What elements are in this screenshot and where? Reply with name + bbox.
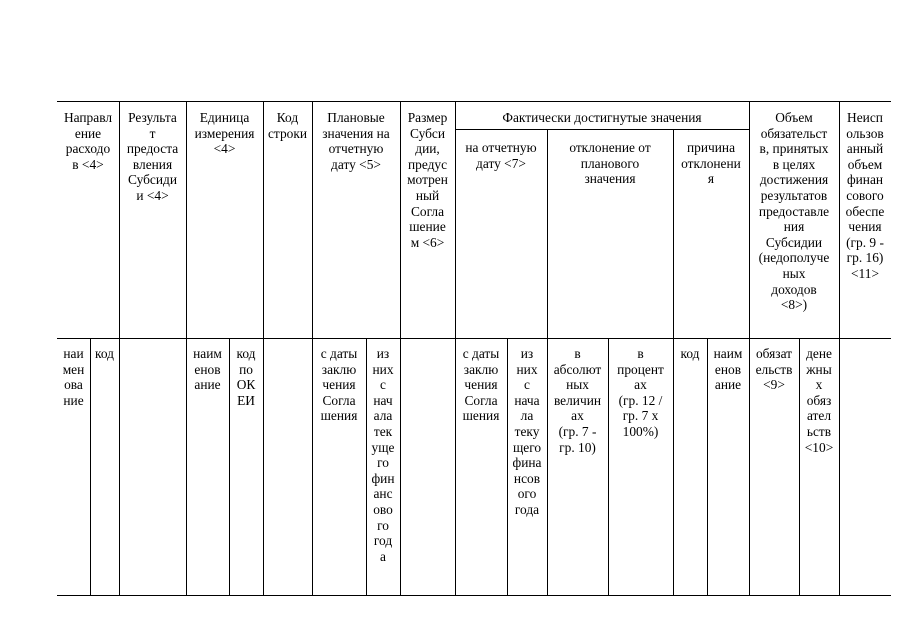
header-actual-on-date: на отчетную дату <7> [465, 140, 537, 171]
table-bottom-border [57, 595, 891, 596]
col-divider [673, 129, 674, 595]
header-unused: Неисп ользов анный объем финан сового обеспе чения (гр. 9 - гр. 16) <11> [845, 110, 885, 281]
header-actual: Фактически достигнутые значения [502, 110, 702, 125]
subheader-unit-code: код по ОК ЕИ [236, 346, 256, 408]
header-subsidy-size: Размер Субси дии, предус мотрен ный Согла шение м <6> [407, 110, 448, 250]
subheader-monetary: дене жны х обяз ател ьств <10> [804, 346, 834, 455]
subheader-planned-from-agreement: с даты заклю чения Согла шения [320, 346, 358, 424]
header-divider [57, 338, 891, 339]
subheader-direction-code: код [95, 346, 114, 361]
header-deviation-reason: причина отклонени я [681, 140, 741, 187]
subheader-obligations: обязат ельств <9> [755, 346, 793, 393]
header-planned: Плановые значения на отчетную дату <5> [322, 110, 390, 172]
header-result: Результа т предоста вления Субсиди и <4> [126, 110, 179, 203]
subheader-planned-from-year: из них с нач ала тек уще го фин анс ово го год а [371, 346, 395, 564]
subheader-deviation-abs: в абсолют ных величин ах (гр. 7 - гр. 10) [553, 346, 602, 455]
subheader-actual-from-agreement: с даты заклю чения Согла шения [462, 346, 500, 424]
subheader-deviation-pct: в процент ах (гр. 12 / гр. 7 x 100%) [617, 346, 664, 439]
actual-group-divider [455, 129, 749, 130]
subcol-divider [90, 338, 91, 595]
header-deviation: отклонение от планового значения [569, 140, 651, 187]
subheader-actual-from-year: из них с нача ла теку щего фина нсов ого года [512, 346, 542, 517]
header-row-code: Код строки [267, 110, 308, 141]
subheader-unit-name: наим енов ание [193, 346, 222, 393]
table-top-border [57, 101, 891, 102]
col-divider [263, 101, 264, 595]
header-direction: Направл ение расходо в <4> [63, 110, 113, 172]
header-unit: Единица измерения <4> [194, 110, 255, 157]
subheader-reason-code: код [680, 346, 700, 361]
subheader-reason-name: наим енов ание [713, 346, 743, 393]
subheader-direction-name: наи мен ова ние [62, 346, 85, 408]
header-obligations: Объем обязательст в, принятых в целях достижения результатов предоставле ния Субсидии (недополуче ных доходов <8>) [758, 110, 830, 313]
